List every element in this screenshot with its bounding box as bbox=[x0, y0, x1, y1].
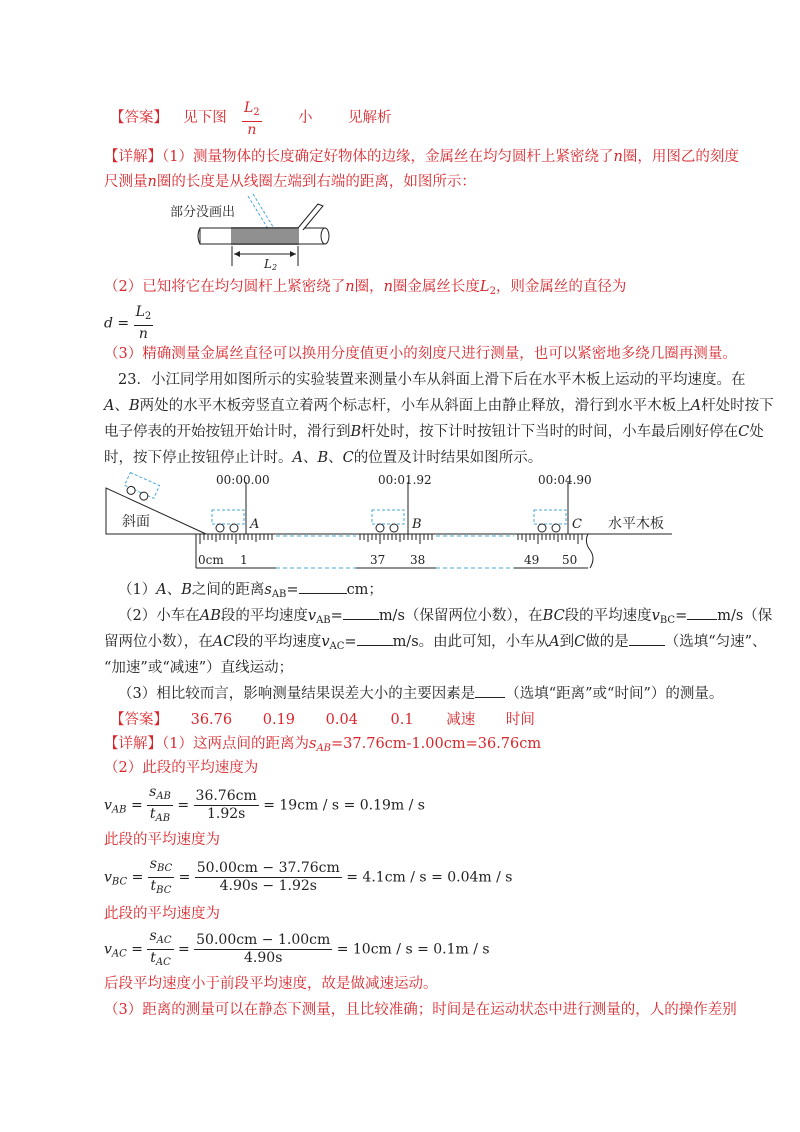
detail-label: 【详解】 bbox=[104, 736, 162, 752]
answer-blank[interactable] bbox=[687, 619, 717, 620]
q-text: 到 bbox=[559, 634, 575, 650]
answer-blank[interactable] bbox=[343, 619, 379, 620]
frac-den: 4.90s bbox=[244, 950, 283, 966]
ruler-tick-label: 50 bbox=[562, 553, 578, 567]
q-text: （1） bbox=[118, 582, 157, 598]
q-text: 时，按下停止按钮停止计时。 bbox=[104, 450, 293, 466]
frac-den: 4.90s − 1.92s bbox=[219, 878, 317, 894]
q-text: 、 bbox=[328, 450, 343, 466]
board-label: 水平木板 bbox=[608, 516, 664, 532]
q-text: 杆处时按下 bbox=[701, 398, 774, 414]
var-s: s bbox=[264, 582, 272, 598]
var-sub: BC bbox=[156, 885, 172, 896]
equals: = bbox=[131, 869, 144, 886]
var-A: A bbox=[104, 398, 115, 414]
q-text: 、 bbox=[166, 582, 182, 598]
q-text: m/s（保 bbox=[717, 608, 773, 624]
q-text: 做的是 bbox=[585, 634, 629, 650]
var-AC: AC bbox=[212, 634, 235, 650]
var-sub: BC bbox=[111, 876, 128, 888]
rod-figure bbox=[160, 192, 360, 272]
detail2-text: =37.76cm-1.00cm=36.76cm bbox=[331, 736, 542, 752]
detail1-p3: （3）精确测量金属丝直径可以换用分度值更小的刻度尺进行测量，也可以紧密地多绕几圈再测量。 bbox=[104, 346, 737, 362]
ruler-tick-label: 0cm bbox=[198, 553, 224, 567]
var-B: B bbox=[128, 398, 140, 414]
answer-value: 36.76 bbox=[190, 712, 233, 728]
var-A: A bbox=[292, 450, 303, 466]
var-t: t bbox=[149, 806, 156, 822]
formula-vbc bbox=[104, 856, 513, 899]
svg-text:L2 bbox=[263, 257, 277, 272]
q23-line4 bbox=[104, 448, 542, 468]
var-AB: AB bbox=[199, 608, 221, 624]
detail2-p3: 此段的平均速度为 bbox=[104, 832, 220, 848]
figure-L-sub: 2 bbox=[271, 263, 278, 272]
slope-label: 斜面 bbox=[122, 514, 150, 530]
frac-den: n bbox=[138, 326, 148, 342]
var-sub: BC bbox=[156, 863, 173, 874]
q-text: cm； bbox=[346, 582, 383, 598]
q-text: 、 bbox=[114, 398, 129, 414]
answer-value: 0.04 bbox=[325, 712, 358, 728]
var-n: n bbox=[383, 279, 393, 295]
var-sub: AC bbox=[155, 957, 171, 968]
answer-blank[interactable] bbox=[357, 645, 393, 646]
q-text: m/s（保留两位小数），在 bbox=[378, 608, 543, 624]
detail2-p4: 此段的平均速度为 bbox=[104, 906, 220, 922]
var-s: s bbox=[149, 856, 157, 872]
formula-result: = 4.1cm / s = 0.04m / s bbox=[346, 869, 513, 886]
frac-den: 1.92s bbox=[206, 806, 246, 822]
var-B: B bbox=[350, 424, 362, 440]
var-v: v bbox=[321, 634, 330, 650]
q23-sub3 bbox=[118, 684, 723, 704]
detail1-text: （1）测量物体的长度确定好物体的边缘，金属丝在均匀圆杆上紧密绕了 bbox=[162, 149, 614, 165]
q23-sub2 bbox=[118, 606, 772, 631]
q-text: 段的平均速度 bbox=[234, 634, 322, 650]
ruler-tick-label: 49 bbox=[524, 553, 540, 567]
var-n: n bbox=[345, 279, 355, 295]
ramp-figure bbox=[100, 470, 680, 574]
detail2-p2: （2）此段的平均速度为 bbox=[104, 760, 259, 776]
detail1-text: 圈， bbox=[354, 279, 384, 295]
equals: = bbox=[130, 797, 143, 814]
detail1-line2 bbox=[104, 172, 476, 192]
detail1-text-end: 圈，用图乙的刻度 bbox=[622, 149, 739, 165]
var-sub: AB bbox=[271, 589, 287, 600]
q-text: （选填“距离”或“时间”）的测量。 bbox=[505, 686, 724, 702]
formula-vac bbox=[104, 928, 490, 971]
var-v: v bbox=[307, 608, 317, 624]
q-text: = bbox=[330, 608, 343, 624]
q-text: = bbox=[675, 608, 688, 624]
detail2-text: （1）这两点间的距离为 bbox=[162, 736, 309, 752]
var-v: v bbox=[651, 608, 660, 624]
detail1-line1 bbox=[104, 147, 739, 167]
answer-item-small: 小 bbox=[298, 110, 313, 126]
answer-blank[interactable] bbox=[629, 645, 665, 646]
q23-sub2b bbox=[104, 632, 767, 657]
ruler-tick-label: 1 bbox=[240, 553, 248, 567]
formula-result: = 10cm / s = 0.1m / s bbox=[336, 941, 490, 958]
answer-item-see: 见解析 bbox=[348, 110, 392, 126]
q23-sub1 bbox=[118, 580, 383, 605]
var-v: v bbox=[104, 797, 112, 814]
answer-value: 减速 bbox=[446, 712, 476, 728]
var-sub: AC bbox=[329, 641, 345, 652]
var-t: t bbox=[150, 878, 157, 894]
q-text: 段的平均速度 bbox=[220, 608, 308, 624]
detail2-p1 bbox=[104, 734, 541, 759]
answer-value: 0.1 bbox=[390, 712, 414, 728]
diameter-formula bbox=[104, 304, 153, 343]
var-s: s bbox=[149, 928, 157, 944]
q-text: = bbox=[344, 634, 357, 650]
equals: = bbox=[117, 315, 130, 332]
var-L-sub: 2 bbox=[489, 286, 496, 297]
var-s: s bbox=[149, 784, 157, 800]
q-text: 段的平均速度 bbox=[564, 608, 652, 624]
ruler-tick-label: 38 bbox=[410, 553, 426, 567]
q-text: 、 bbox=[302, 450, 318, 466]
var-sub: AB bbox=[155, 813, 171, 824]
var-n: n bbox=[613, 149, 623, 165]
frac-num: 50.00cm − 37.76cm bbox=[196, 860, 340, 876]
frac-num-sub: 2 bbox=[144, 311, 152, 322]
var-n: n bbox=[147, 174, 157, 190]
answer-label: 【答案】 bbox=[110, 110, 168, 126]
q-text: 留两位小数），在 bbox=[104, 634, 213, 650]
equals: = bbox=[177, 797, 190, 814]
equals: = bbox=[177, 941, 190, 958]
q-text: 的位置及计时结果如图所示。 bbox=[353, 450, 543, 466]
q-text: （选填“匀速”、 bbox=[664, 634, 767, 650]
var-t: t bbox=[150, 950, 156, 966]
answer-blank[interactable] bbox=[299, 593, 347, 594]
var-A: A bbox=[156, 582, 167, 598]
answer-item: 见下图 bbox=[183, 110, 227, 126]
q23-sub2c: “加速”或“减速”）直线运动； bbox=[104, 660, 294, 676]
detail1-text: 圈金属丝长度 bbox=[392, 279, 480, 295]
detail1-text: （2）已知将它在均匀圆杆上紧密绕了 bbox=[104, 279, 346, 295]
var-C: C bbox=[342, 450, 354, 466]
q23-line1: 23．小江同学用如图所示的实验装置来测量小车从斜面上滑下后在水平木板上运动的平均速度。在 bbox=[118, 372, 746, 388]
detail1-text: 尺测量 bbox=[104, 174, 148, 190]
var-BC: BC bbox=[542, 608, 565, 624]
var-C: C bbox=[738, 424, 750, 440]
answer-fraction bbox=[242, 100, 262, 139]
q-text: m/s。由此可知，小车从 bbox=[392, 634, 550, 650]
q-text: = bbox=[286, 582, 299, 598]
q-text: 之间的距离 bbox=[191, 582, 265, 598]
var-L: L bbox=[479, 279, 490, 295]
q23-line3 bbox=[104, 422, 764, 442]
figure-label: 部分没画出 bbox=[170, 205, 236, 220]
var-A: A bbox=[549, 634, 560, 650]
detail-label: 【详解】 bbox=[104, 149, 162, 165]
frac-den: n bbox=[247, 122, 257, 138]
var-C: C bbox=[574, 634, 586, 650]
var-sub: AC bbox=[156, 935, 172, 946]
var-v: v bbox=[104, 869, 112, 886]
var-d: d bbox=[104, 315, 113, 332]
time-A: 00:00.00 bbox=[216, 473, 270, 487]
detail1-text: ，则金属丝的直径为 bbox=[495, 279, 627, 295]
frac-num-sub: 2 bbox=[253, 107, 260, 118]
q-text: 处 bbox=[749, 424, 764, 440]
detail2-p6: （3）距离的测量可以在静态下测量，且比较准确；时间是在运动状态中进行测量的，人的操作差别 bbox=[104, 1002, 737, 1018]
q23-line2 bbox=[104, 396, 774, 416]
var-sub: AC bbox=[111, 948, 127, 960]
var-B: B bbox=[181, 582, 192, 598]
ruler-tick-label: 37 bbox=[370, 553, 386, 567]
answer-value: 时间 bbox=[505, 712, 535, 728]
frac-num: 50.00cm − 1.00cm bbox=[196, 932, 331, 948]
var-sub: AB bbox=[156, 791, 171, 802]
mark-C: C bbox=[572, 517, 582, 532]
frac-num: 36.76cm bbox=[195, 788, 257, 804]
answer-line-1 bbox=[110, 108, 227, 128]
q-text: （3）相比较而言，影响测量结果误差大小的主要因素是 bbox=[118, 686, 476, 702]
q-text: 两处的水平木板旁竖直立着两个标志杆，小车从斜面上由静止释放，滑行到水平木板上 bbox=[139, 398, 691, 414]
answer-blank[interactable] bbox=[475, 697, 505, 698]
detail1-p2 bbox=[104, 277, 626, 302]
detail2-p5: 后段平均速度小于前段平均速度，故是做减速运动。 bbox=[104, 976, 438, 992]
equals: = bbox=[131, 941, 143, 958]
frac-num: L bbox=[244, 100, 254, 116]
frac-num: L bbox=[135, 304, 145, 320]
time-C: 00:04.90 bbox=[538, 473, 592, 487]
var-sub: AB bbox=[316, 615, 331, 626]
mark-A: A bbox=[250, 517, 260, 532]
var-v: v bbox=[104, 941, 112, 958]
formula-result: = 19cm / s = 0.19m / s bbox=[263, 797, 425, 814]
var-A: A bbox=[690, 398, 702, 414]
q-text: 电子停表的开始按钮开始计时，滑行到 bbox=[104, 424, 351, 440]
q-text: （2）小车在 bbox=[118, 608, 200, 624]
equals: = bbox=[178, 869, 191, 886]
answer2-line bbox=[110, 710, 535, 730]
answer-value: 0.19 bbox=[262, 712, 296, 728]
var-B: B bbox=[317, 450, 329, 466]
figure-L: L bbox=[264, 257, 272, 271]
var-sub: AB bbox=[111, 804, 127, 816]
detail1-text: 圈的长度是从线圈左端到右端的距离，如图所示： bbox=[156, 174, 476, 190]
answer-label: 【答案】 bbox=[110, 712, 168, 728]
var-s: s bbox=[308, 736, 317, 752]
time-B: 00:01.92 bbox=[378, 473, 432, 487]
formula-vab bbox=[104, 784, 425, 827]
mark-B: B bbox=[412, 517, 422, 532]
var-sub: AB bbox=[316, 743, 332, 754]
q-text: 杆处时，按下计时按钮计下当时的时间，小车最后刚好停在 bbox=[361, 424, 739, 440]
var-sub: BC bbox=[659, 615, 676, 626]
